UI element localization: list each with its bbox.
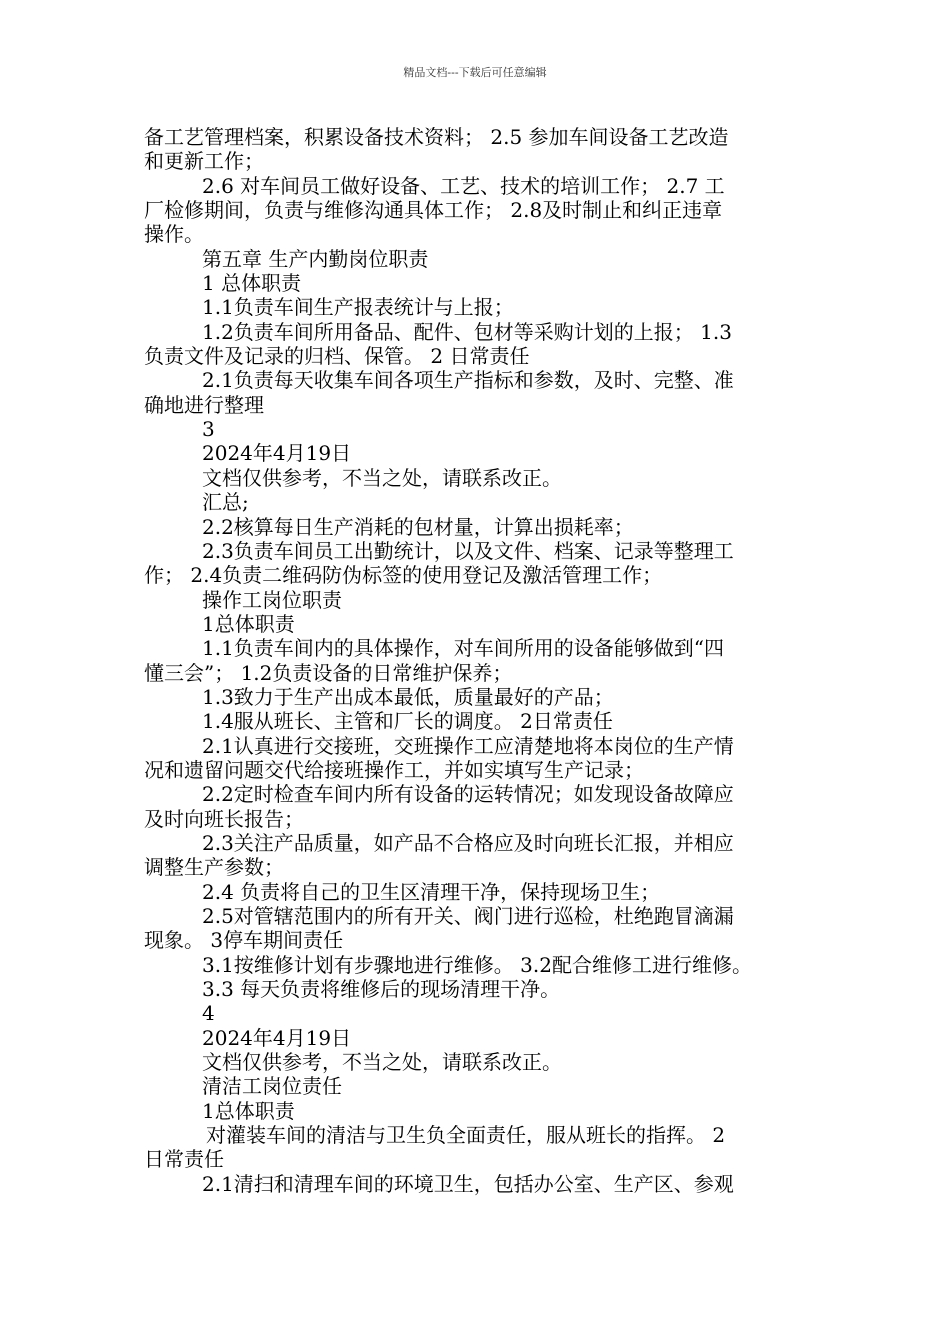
text-line: 1.2负责车间所用备品、配件、包材等采购计划的上报； 1.3: [202, 319, 732, 344]
date-line: 2024年4月19日: [202, 441, 352, 466]
section-heading: 清洁工岗位责任: [202, 1074, 342, 1099]
text-line: 1.1负责车间内的具体操作，对车间所用的设备能够做到“四: [202, 636, 725, 661]
disclaimer-line: 文档仅供参考，不当之处，请联系改正。: [202, 465, 562, 490]
text-line: 及时向班长报告；: [144, 806, 304, 831]
text-line: 备工艺管理档案，积累设备技术资料； 2.5 参加车间设备工艺改造: [144, 125, 729, 149]
text-line: 3.1按维修计划有步骤地进行维修。 3.2配合维修工进行维修。: [202, 952, 752, 977]
text-line: 2.2定时检查车间内所有设备的运转情况；如发现设备故障应: [202, 782, 734, 807]
date-line: 2024年4月19日: [202, 1025, 352, 1050]
text-line: 调整生产参数；: [144, 855, 284, 880]
chapter-heading: 第五章 生产内勤岗位职责: [202, 246, 429, 271]
text-line: 汇总;: [202, 490, 249, 515]
text-line: 2.6 对车间员工做好设备、工艺、技术的培训工作； 2.7 工: [202, 173, 725, 198]
text-line: 1.3致力于生产出成本最低，质量最好的产品；: [202, 684, 614, 709]
section-heading: 1总体职责: [202, 611, 295, 636]
text-line: 2.2核算每日生产消耗的包材量，计算出损耗率；: [202, 514, 634, 539]
text-line: 负责文件及记录的归档、保管。 2 日常责任: [144, 344, 530, 369]
text-line: 2.3关注产品质量，如产品不合格应及时向班长汇报，并相应: [202, 830, 734, 855]
text-line: 2.1清扫和清理车间的环境卫生，包括办公室、生产区、参观: [202, 1171, 734, 1196]
section-heading: 1总体职责: [202, 1098, 295, 1123]
text-line: 1.4服从班长、主管和厂长的调度。 2日常责任: [202, 709, 613, 734]
text-line: 2.5对管辖范围内的所有开关、阀门进行巡检，杜绝跑冒滴漏: [202, 904, 734, 928]
text-line: 2.1负责每天收集车间各项生产指标和参数，及时、完整、准: [202, 368, 734, 393]
section-heading: 1 总体职责: [202, 271, 302, 296]
page-header: 精品文档---下载后可任意编辑: [403, 66, 547, 79]
page-number: 3: [202, 417, 215, 442]
text-line: 和更新工作；: [144, 149, 264, 174]
text-line: 懂三会”； 1.2负责设备的日常维护保养；: [144, 660, 513, 685]
text-line: 对灌装车间的清洁与卫生负全面责任，服从班长的指挥。 2: [206, 1123, 726, 1148]
section-heading: 操作工岗位职责: [202, 587, 342, 612]
text-line: 2.1认真进行交接班，交班操作工应清楚地将本岗位的生产情: [202, 733, 734, 758]
text-line: 作； 2.4负责二维码防伪标签的使用登记及激活管理工作；: [144, 563, 663, 588]
text-line: 日常责任: [144, 1147, 224, 1172]
document-body: [144, 125, 820, 1196]
text-line: 现象。 3停车期间责任: [144, 928, 344, 953]
text-line: 2.4 负责将自己的卫生区清理干净，保持现场卫生；: [202, 879, 661, 904]
text-line: 确地进行整理: [144, 392, 264, 417]
text-line: 况和遗留问题交代给接班操作工，并如实填写生产记录；: [144, 757, 644, 782]
text-line: 厂检修期间，负责与维修沟通具体工作； 2.8及时制止和纠正违章: [144, 198, 723, 223]
text-line: 1.1负责车间生产报表统计与上报；: [202, 295, 514, 320]
disclaimer-line: 文档仅供参考，不当之处，请联系改正。: [202, 1050, 562, 1075]
page-number: 4: [202, 1001, 215, 1026]
text-line: 操作。: [144, 222, 204, 247]
text-line: 3.3 每天负责将维修后的现场清理干净。: [202, 977, 561, 1002]
text-line: 2.3负责车间员工出勤统计，以及文件、档案、记录等整理工: [202, 538, 734, 563]
